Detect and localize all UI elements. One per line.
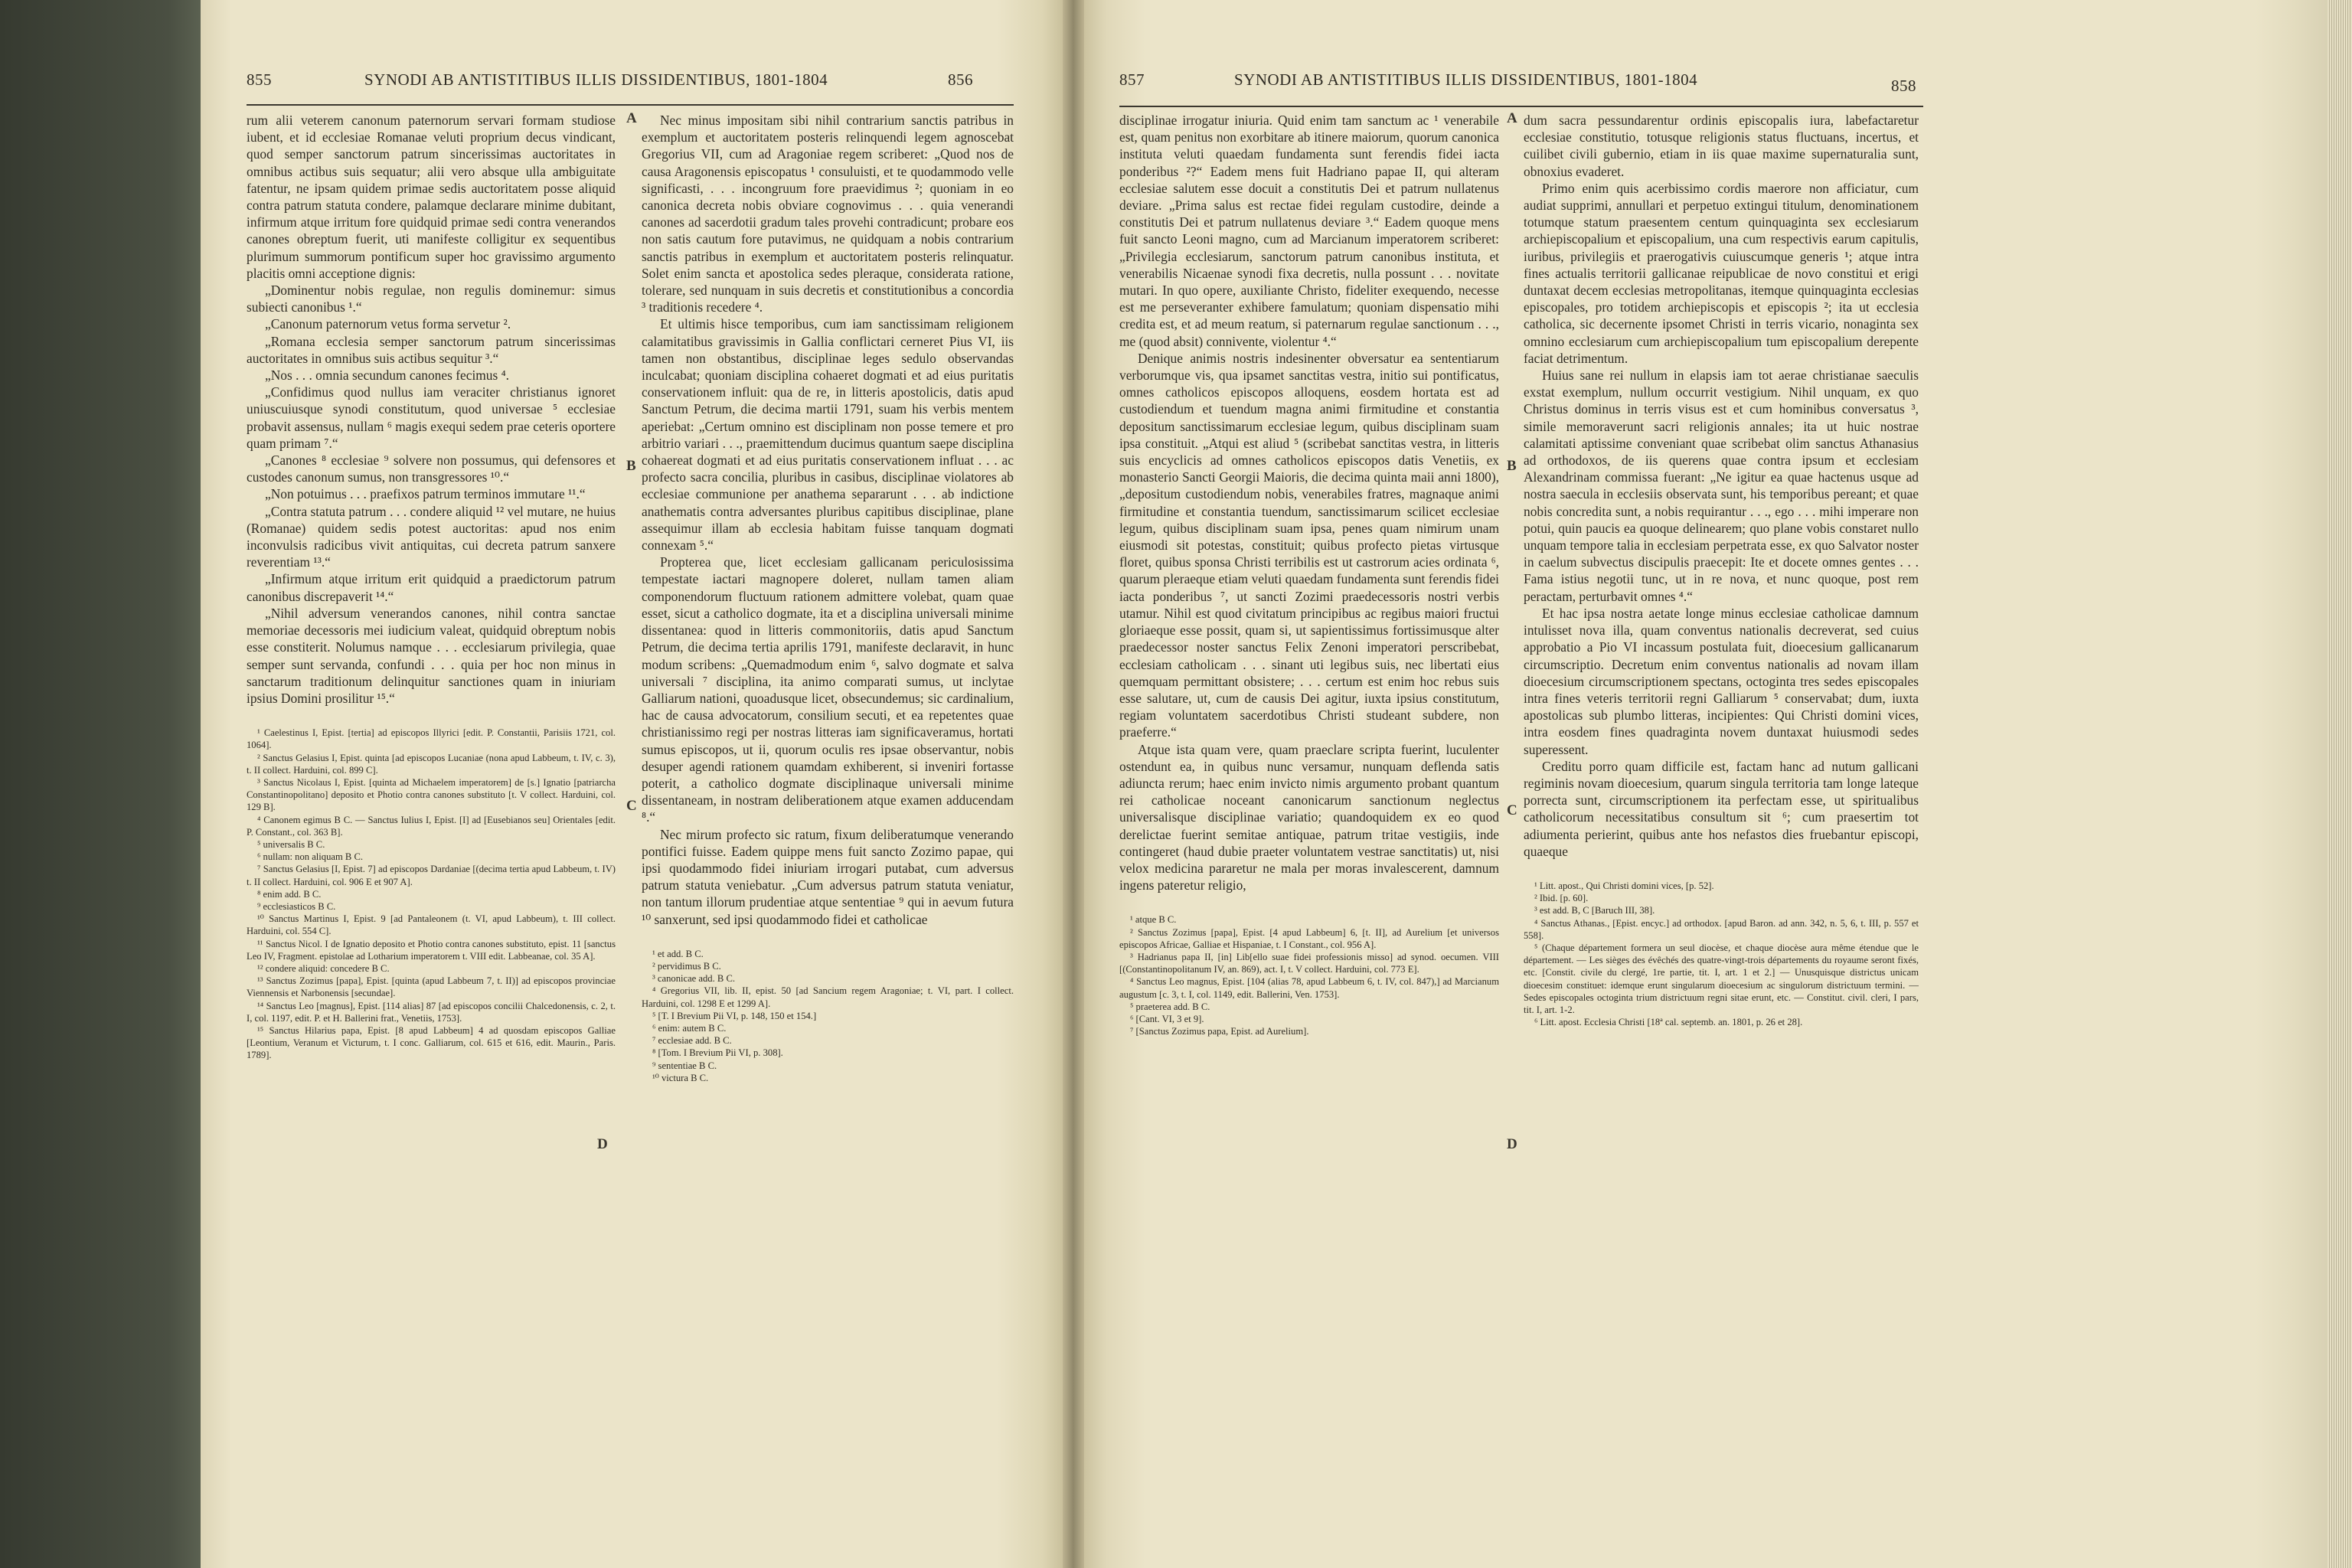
paragraph: „Confidimus quod nullus iam veraciter christianus ignoret uniuscuiusque synodi constitutum, quod universae ⁵ ecclesiae probavit assensus, nullam ⁶ magis exequi sedem prae ceteris oportere quam primam ⁷.“ bbox=[247, 384, 616, 451]
footnote: ¹¹ Sanctus Nicol. I de Ignatio deposito et Photio contra canones substituto, epist. 11 [sanctus Leo IV, Fragment. epistolae ad Lotharium imperatorem t. VIII edit. Labbeanae, col. 35 A]. bbox=[247, 938, 616, 962]
footnote: ⁹ ecclesiasticos B C. bbox=[257, 900, 336, 912]
margin-letter: A bbox=[1507, 110, 1517, 126]
paragraph: dum sacra pessundarentur ordinis episcopalis iura, labefactaretur ecclesiae constitutio, totusque religionis status fluctuans, incertus, et cuilibet civili gubernio, etiam in iis quae maxime supernaturalia sunt, obnoxius evaderet. bbox=[1524, 113, 1919, 179]
page-number: 856 bbox=[948, 70, 973, 89]
footnote: ³ Hadrianus papa II, [in] Lib[ello suae fidei professionis misso] ad synod. oecumen. VIII [(Constantinopolitanum IV, an. 869), act. I, t. V collect. Harduini, col. 773 E]. bbox=[1119, 951, 1499, 975]
footnote: ¹ et add. B C. bbox=[652, 948, 704, 959]
footnote: ¹ Caelestinus I, Epist. [tertia] ad episcopos Illyrici [edit. P. Constantii, Parisiis 1721, col. 1064]. bbox=[247, 727, 616, 751]
footnote: ⁴ Gregorius VII, lib. II, epist. 50 [ad Sancium regem Aragoniae; t. VI, part. I collect. Harduini, col. 1298 E et 1299 A]. bbox=[642, 985, 1014, 1009]
page-number: 857 bbox=[1119, 70, 1145, 89]
paragraph: Creditu porro quam difficile est, factam hanc ad nutum gallicani regiminis novam dioecesium, quarum singula territoria tam longe lateque porrecta sunt, circumscriptionem ita perfectam esse, ut spiritualibus catholicorum necessitatibus consultum sit ⁶; cum praesertim tot adiumenta perierint, quibus ante hos nefastos dies fruebantur episcopi, quaeque bbox=[1524, 758, 1919, 859]
footnotes bbox=[642, 948, 1014, 1084]
page-edges bbox=[2328, 0, 2352, 1568]
footnote: ⁹ sententiae B C. bbox=[652, 1060, 717, 1071]
footnote: ⁶ Litt. apost. Ecclesia Christi [18ª cal. septemb. an. 1801, p. 26 et 28]. bbox=[1534, 1017, 1803, 1028]
paragraph: „Non potuimus . . . praefixos patrum terminos immutare ¹¹.“ bbox=[265, 486, 586, 502]
paragraph: „Canones ⁸ ecclesiae ⁹ solvere non possumus, qui defensores et custodes canonum sumus, non transgressores ¹⁰.“ bbox=[247, 452, 616, 485]
footnote: ¹ Litt. apost., Qui Christi domini vices, [p. 52]. bbox=[1534, 880, 1714, 891]
margin-letter: C bbox=[1507, 802, 1517, 818]
footnote: ⁶ nullam: non aliquam B C. bbox=[257, 851, 364, 863]
page-number: 855 bbox=[247, 70, 272, 89]
right-page-column-2 bbox=[1524, 112, 1919, 1028]
paragraph: „Canonum paternorum vetus forma servetur ². bbox=[265, 316, 511, 332]
paragraph: Primo enim quis acerbissimo cordis maerore non afficiatur, cum audiat supprimi, annullari et perpetuo extingui titulum, denominationem totumque statum praesentem centum quinquaginta sex ecclesiarum archiepiscopalium et episcopalium, una cum respectivis earum capitulis, iuribus, privilegiis et praerogativis cuiuscumque generis ¹; atque intra fines actualis territorii gallicanae reipublicae de novo constitui et erigi duntaxat decem ecclesias metropolitanas, itemque quinquaginta ecclesias episcopales, pro totidem archiepiscopis et episcopis ²; ita ut ecclesia catholica, sic decernente ipsomet Christi in terris vicario, nonaginta sex omnino ecclesiarum cum archiepiscopalium tum episcopalium derepente faciat detrimentum. bbox=[1524, 180, 1919, 366]
footnote: ¹³ Sanctus Zozimus [papa], Epist. [quinta (apud Labbeum 7, t. II)] ad episcopos provinciae Viennensis et Narbonensis [secundae]. bbox=[247, 975, 616, 999]
footnote: ⁴ Sanctus Athanas., [Epist. encyc.] ad orthodox. [apud Baron. ad ann. 342, n. 5, 6, t. III, p. 557 et 558]. bbox=[1524, 917, 1919, 941]
margin-letter: B bbox=[626, 458, 636, 474]
footnote: ⁸ enim add. B C. bbox=[257, 888, 322, 900]
footnote: ³ est add. B, C [Baruch III, 38]. bbox=[1534, 905, 1655, 916]
running-title: SYNODI AB ANTISTITIBUS ILLIS DISSIDENTIBUS, 1801-1804 bbox=[364, 70, 828, 89]
footnote: ² Ibid. [p. 60]. bbox=[1534, 893, 1589, 904]
paragraph: „Contra statuta patrum . . . condere aliquid ¹² vel mutare, ne huius (Romanae) quidem sedis potest auctoritas: apud nos enim inconvulsis radicibus vivit antiquitas, cui decreta patrum sanxere reverentiam ¹³.“ bbox=[247, 503, 616, 570]
footnote: ¹⁵ Sanctus Hilarius papa, Epist. [8 apud Labbeum] 4 ad quosdam episcopos Galliae [Leontium, Veranum et Victurum, t. I conc. Galliarum, col. 615 et 616, edit. Maurin., Paris. 1789]. bbox=[247, 1024, 616, 1061]
paragraph: Huius sane rei nullum in elapsis iam tot aerae christianae saeculis exstat exemplum, nullum occurrit vestigium. Nihil unquam, ex quo Christus dominus in terris visus est et cum hominibus conversatus ³, simile memoraverunt sacri religionis annales; ita ut huic nostrae calamitati aptissime conveniant quae scribebat olim sanctus Athanasius ad orthodoxos, de iis querens quae contra ipsum et ecclesiam Alexandrinam commissa fuerant: „Ne igitur ea quae hactenus usque ad nostra saecula in ecclesiis observata sunt, his temporibus pereant; et quae nobis concredita sunt, a nobis requirantur . . ., ego . . . mihi imperare non potui, quin paucis ea quoque delinearem; quo plane vobis constaret nullo unquam tempore talia in ecclesiam perpetrata esse, ex quo Salvator noster in caelum subvectus discipulis praecepit: Ite et docete omnes gentes . . . Fama istius negotii tunc, ut in re nova, et nunc quoque, post rem peractam, perturbavit omnes ⁴.“ bbox=[1524, 368, 1919, 604]
footnotes bbox=[247, 727, 616, 1061]
footnote: ¹⁰ Sanctus Martinus I, Epist. 9 [ad Pantaleonem (t. VI, apud Labbeum), t. III collect. Harduini, col. 554 C]. bbox=[247, 913, 616, 937]
footnote: ¹⁴ Sanctus Leo [magnus], Epist. [114 alias] 87 [ad episcopos concilii Chalcedonensis, c. 2, t. I, col. 1197, edit. P. et H. Ballerini frat., Venetiis, 1753]. bbox=[247, 1000, 616, 1024]
margin-letter: B bbox=[1507, 458, 1517, 474]
paragraph: Atque ista quam vere, quam praeclare scripta fuerint, luculenter ostendunt ea, in quibus nunc versamur, nunquam deflenda satis adiuncta rerum; haec enim invicto nimis argumento probant quantum rei catholicae noceant canonicarum sanctionum neglectus universalisque disciplinae variatio; quandoquidem ex eo quod derelictae fuerint semitae antiquae, patrum tritae vestigiis, inde contingeret (haud dubie praeter voluntatem vestrae sanctitatis) ut, nisi velox medicina pararetur ne mala per moras invalescerent, damnum ingens pateretur religio, bbox=[1119, 741, 1499, 893]
running-title: SYNODI AB ANTISTITIBUS ILLIS DISSIDENTIBUS, 1801-1804 bbox=[1234, 70, 1698, 89]
footnote: ² Sanctus Zozimus [papa], Epist. [4 apud Labbeum] 6, [t. II], ad Aurelium [et universos episcopos Africae, Galliae et Hispaniae, t. I Constant., col. 956 A]. bbox=[1119, 926, 1499, 950]
footnote: ⁵ praeterea add. B C. bbox=[1130, 1001, 1210, 1012]
margin-letter: A bbox=[626, 110, 637, 126]
paragraph: Et hac ipsa nostra aetate longe minus ecclesiae catholicae damnum intulisset nova illa, quam conventus nationalis decreverat, sed cuius approbatio a Pio VI incassum postulata fuit, dioecesium gallicanarum circumscriptio. Decretum enim conventus nationalis ad novam illam dioecesium circumscriptionem spectans, octoginta tres sedes episcopales intra fines veteris territorii regni Galliarum ⁵ conservabat; dum, iuxta apostolicas sub plumbo litteras, incipientes: Qui Christi domini vices, intra eosdem fines quadraginta novem duntaxat huiusmodi sedes superessent. bbox=[1524, 605, 1919, 757]
footnote: ³ canonicae add. B C. bbox=[652, 973, 735, 985]
margin-letter: C bbox=[626, 798, 637, 814]
paragraph: „Romana ecclesia semper sanctorum patrum sincerissimas auctoritates in omnibus suis actibus sequitur ³.“ bbox=[247, 333, 616, 366]
footnote: ¹ atque B C. bbox=[1130, 914, 1177, 926]
paragraph: Denique animis nostris indesinenter obversatur ea sententiarum verborumque vis, qua ipsamet sanctitas vestra, initio sui pontificatus, omnes catholicos episcopos alloquens, eosdem hortata est ad custodiendum et tuendum magna animi firmitudine et constantia depositum sanctissimarum ecclesiae legum, quibus disciplinam suam ipsa constituit. „Atqui est aliud ⁵ (scribebat sanctitas vestra, in litteris suis encyclicis ad omnes catholicos episcopos datis Venetiis, ex monasterio Sancti Georgii Maioris, die decima quinta maii anni 1800), „depositum custodiendum nobis, venerabiles fratres, magnaque animi firmitudine et constantia tuendum, sanctissimarum scilicet ecclesiae legum, quibus disciplinam suam ipsa, penes quam nimirum unam eiusmodi sit potestas, constituit; quibus profecto pietas virtusque floret, quibus sponsa Christi terribilis est ut castrorum acies ordinata ⁶, quarum pleraeque etiam veluti quaedam fundamenta sunt ferendis fidei iacta ponderibus ⁷, ut sancti Zozimi praedecessoris nostri verbis utamur. Nihil est quod civitatum principibus ac regibus maiori fructui gloriaeque esse possit, quam si, ut sapientissimus fortissimusque alter praedecessor noster sanctus Felix Zenoni imperatori perscribebat, ecclesiam catholicam . . . sinant uti legibus suis, nec libertati eius quemquam permittant obsistere; . . . certum est enim hoc rebus suis esse salutare, ut, cum de causis Dei agitur, iuxta ipsius constitutum, regiam voluntatem sacerdotibus Christi studeant subdere, non praeferre.“ bbox=[1119, 350, 1499, 740]
paragraph: Nec minus impositam sibi nihil contrarium sanctis patribus in exemplum et auctoritatem posteris relinquendi legem agnoscebat Gregorius VII, cum ad Aragoniae regem scriberet: „Quod nos de causa Aragonensis episcopatus ¹ consuluisti, et te quodammodo velle significasti, . . . incongruum fore praevidimus ²; quoniam in eo canonica decreta nobis obviare cognovimus . . . quia venerandi canones ad sacerdotii gradum tales provehi contradicunt; probare eos non satis cautum fore putavimus, ne quidquam a nobis contrarium sanctis patribus in exemplum et auctoritatem posteris relinquatur. Solet enim sancta et apostolica sedes pleraque, considerata ratione, tolerare, sed nunquam in suis decretis et constitutionibus a concordia ³ traditionis recedere ⁴. bbox=[642, 113, 1014, 315]
footnote: ⁷ ecclesiae add. B C. bbox=[652, 1035, 732, 1047]
paragraph: Et ultimis hisce temporibus, cum iam sanctissimam religionem calamitatibus gravissimis in Gallia conflictari cerneret Pius VI, iis tamen non obstantibus, disciplinae leges sedulo observandas inculcabat; quoniam disciplina cohaeret dogmati et ad eius puritatis conservationem influit: qua de re, in litteris apostolicis, datis apud Sanctum Petrum, die decima martii 1791, suam his verbis mentem aperiebat: „Certum omnino est disciplinam non posse temere et pro arbitrio variari . . ., praemittendum ducimus quantum saepe disciplina cohaereat dogmati et ad eius puritatis conservationem influat . . . ac profecto sacra concilia, pluribus in casibus, disciplinae violatores ab ecclesiae communione per anathema separarunt . . . ab indictione anathematis contra adversantes pluribus capitibus disciplinae, plane assequimur illam ab ecclesia habitam fuisse tanquam dogmati connexam ⁵.“ bbox=[642, 316, 1014, 554]
footnote: ¹² condere aliquid: concedere B C. bbox=[257, 962, 390, 974]
margin-letter: D bbox=[597, 1136, 608, 1152]
footnote: ² Sanctus Gelasius I, Epist. quinta [ad episcopos Lucaniae (nona apud Labbeum, t. IV, c. 3), t. II collect. Harduini, col. 899 C]. bbox=[247, 752, 616, 776]
left-page-column-1 bbox=[247, 112, 616, 1062]
paragraph: Propterea que, licet ecclesiam gallicanam periculosissima tempestate iactari magnopere doleret, nullam tamen aliam componendorum fluctuum rationem admittere volebat, quam quae esset, sicut a catholico dogmate, ita et a disciplina universali minime dissentanea: quod in litteris commonitoriis, datis apud Sanctum Petrum, die decima tertia aprilis 1791, manifeste declaravit, in hunc modum scribens: „Quemadmodum enim ⁶, salvo dogmate et salva universali ⁷ disciplina, ita animo comparati sumus, ut inclytae Galliarum nationi, quoadusque licet, obsecundemus; sic cardinalium, hac de causa advocatorum, consilium secuti, et ea repetentes quae christianissimo regi per nostras litteras iam significaveramus, hortati sumus episcopos, ut ii, quorum oculis res ipsae observantur, nobis desuper agendi rationem quamdam exhiberent, si inveniri fortasse poterit, a catholico dogmate disciplinaque universali minime dissentaneam, in nostram deliberationem atque examen adducendam ⁸.“ bbox=[642, 554, 1014, 825]
paragraph: „Infirmum atque irritum erit quidquid a praedictorum patrum canonibus discrepaverit ¹⁴.“ bbox=[247, 571, 616, 604]
footnote: ¹⁰ victura B C. bbox=[652, 1072, 709, 1083]
paragraph: disciplinae irrogatur iniuria. Quid enim tam sanctum ac ¹ venerabile est, quam penitus non exorbitare ab itinere maiorum, quorum canonica instituta veluti quaedam fundamenta sunt ferendis fidei iacta ponderibus ²?“ Eadem mens fuit Hadriano papae II, qui alteram ecclesiae salutem esse docuit a constitutis Dei et patrum nullatenus deviare. „Prima salus est rectae fidei regulam custodire, deinde a constitutis Dei et patrum nullatenus deviare ³.“ Eadem quoque mens fuit sancto Leoni magno, cum ad Marcianum imperatorem scriberet: „Privilegia ecclesiarum, sanctorum patrum canonibus instituta, et venerabilis Nicaenae synodi fixa decretis, nulla possunt . . . novitate mutari. In quo opere, auxiliante Christo, fideliter exequendo, necesse est me perseveranter exhibere famulatum; quoniam dispensatio mihi credita est, et ad meum reatum, si paternarum regulae sanctionum . . ., me (quod absit) connivente, violentur ⁴.“ bbox=[1119, 113, 1499, 349]
footnotes bbox=[1119, 913, 1499, 1037]
footnote: ³ Sanctus Nicolaus I, Epist. [quinta ad Michaelem imperatorem] de [s.] Ignatio [patriarcha Constantinopolitano] deposito et Photio contra canones substituto [t. V collect. Harduini, col. 129 B]. bbox=[247, 776, 616, 813]
header-rule bbox=[1119, 106, 1923, 107]
footnote: ⁴ Sanctus Leo magnus, Epist. [104 (alias 78, apud Labbeum 6, t. IV, col. 847),] ad Marcianum augustum [c. 3, t. I, col. 1149, edit. Ballerini, Ven. 1753]. bbox=[1119, 976, 1499, 1000]
footnote: ⁴ Canonem egimus B C. — Sanctus Iulius I, Epist. [I] ad [Eusebianos seu] Orientales [edit. P. Constant., col. 363 B]. bbox=[247, 814, 616, 838]
footnote: ⁵ [T. I Brevium Pii VI, p. 148, 150 et 154.] bbox=[652, 1010, 817, 1021]
footnote: ⁷ Sanctus Gelasius [I, Epist. 7] ad episcopos Dardaniae [(decima tertia apud Labbeum, t. IV) t. II collect. Harduini, col. 906 E et 907 A]. bbox=[247, 864, 616, 887]
footnotes bbox=[1524, 880, 1919, 1028]
header-rule bbox=[247, 104, 1014, 106]
footnote: ⁶ [Cant. VI, 3 et 9]. bbox=[1130, 1013, 1204, 1024]
footnote: ⁷ [Sanctus Zozimus papa, Epist. ad Aurelium]. bbox=[1130, 1026, 1309, 1037]
margin-letter: D bbox=[1507, 1136, 1517, 1152]
left-page-column-2 bbox=[642, 112, 1014, 1084]
paragraph: „Dominentur nobis regulae, non regulis dominemur: simus subiecti canonibus ¹.“ bbox=[247, 283, 616, 315]
footnote: ² pervidimus B C. bbox=[652, 960, 721, 972]
page-number: 858 bbox=[1891, 77, 1916, 95]
right-page-column-1 bbox=[1119, 112, 1499, 1037]
footnote: ⁵ (Chaque département formera un seul diocèse, et chaque diocèse aura même étendue que le département. — Les sièges des évêchés des quatre-vingt-trois départements du royaume seront fixés, etc. [Constit. civile du clergé, 1re partie, tit. I, art. 1 et 2.] — Unusquisque districtus unicam dioecesim constituet: idemque erunt singularum dioecesium ac singulorum districtuum termini. — Sedes episcopales octoginta trium districtuum regni sitae erunt, etc. — Constitut. civil. cleri, I pars, tit. I, art. 1-2. bbox=[1524, 942, 1919, 1015]
footnote: ⁸ [Tom. I Brevium Pii VI, p. 308]. bbox=[652, 1047, 783, 1059]
book-gutter bbox=[1063, 0, 1084, 1568]
paragraph: Nec mirum profecto sic ratum, fixum deliberatumque venerando pontifici fuisse. Eadem quippe mens fuit sancto Zozimo papae, qui ipsi quodammodo fidei iniuriam irrogari putabat, cum adversus patrum statuta veniebatur. „Cum adversus patrum statuta veniatur, non tantum illorum prudentiae atque sententiae ⁹ qui in aevum futura ¹⁰ sanxerunt, sed ipsi quodammodo fidei et catholicae bbox=[642, 826, 1014, 927]
paragraph: „Nos . . . omnia secundum canones fecimus ⁴. bbox=[265, 368, 510, 384]
footnote: ⁶ enim: autem B C. bbox=[652, 1022, 727, 1034]
footnote: ⁵ universalis B C. bbox=[257, 838, 325, 850]
paragraph: „Nihil adversum venerandos canones, nihil contra sanctae memoriae decessoris mei iudicium valeat, quidquid obreptum nobis esse constiterit. Nolumus namque . . . ecclesiarum privilegia, quae semper sunt servanda, confundi . . . quia per hoc non minus in sanctarum traditionum delinquitur sanctiones quam in iniuriam ipsius Domini prosilitur ¹⁵.“ bbox=[247, 605, 616, 706]
paragraph: rum alii veterem canonum paternorum servari formam studiose iubent, et id ecclesiae Romanae veluti proprium decus vindicant, quod semper sanctorum patrum sincerissimas auctoritates in omnibus actibus suis sequatur; alii vero absque ulla ambiguitate fatentur, ne ipsam quidem primae sedis auctoritatem posse aliquid contra patrum statuta condere, palamque declarare minime dubitant, infirmum atque irritum fore quidquid primae sedi contra venerandos canones obreptum fuerit, uti manifeste colligitur ex sequentibus plurimum summorum pontificum super hoc gravissimo argumento placitis omni acceptione dignis: bbox=[247, 113, 616, 281]
